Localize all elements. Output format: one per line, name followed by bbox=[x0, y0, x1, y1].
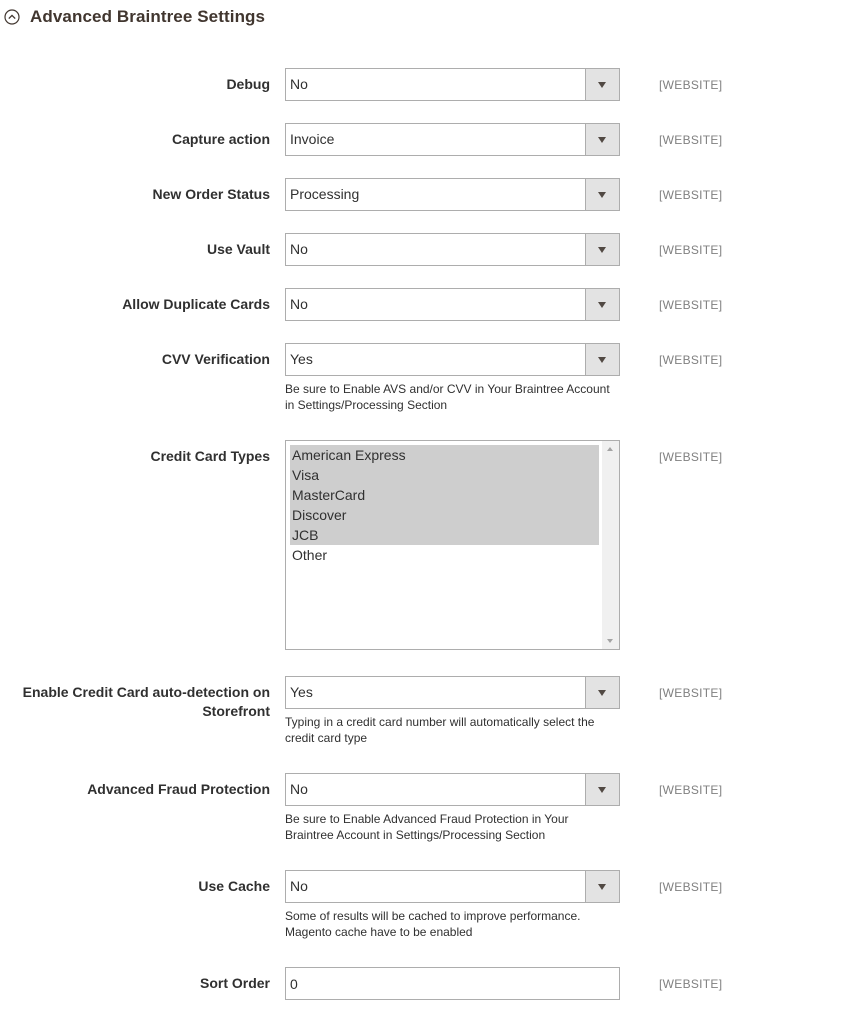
sort-order-input[interactable] bbox=[286, 968, 615, 999]
allow-duplicate-cards-scope: [WEBSITE] bbox=[659, 298, 723, 312]
new-order-status-select[interactable] bbox=[285, 178, 620, 211]
use-cache-select[interactable] bbox=[285, 870, 620, 903]
credit-card-types-multiselect[interactable] bbox=[285, 440, 620, 650]
capture-action-select[interactable] bbox=[285, 123, 620, 156]
note-line: Typing in a credit card number will automatically select the bbox=[285, 715, 595, 729]
new-order-status-scope: [WEBSITE] bbox=[659, 188, 723, 202]
note-line: Be sure to Enable AVS and/or CVV in Your Braintree Account bbox=[285, 382, 610, 396]
cvv-verification-note bbox=[285, 381, 625, 413]
fraud-protection-select[interactable] bbox=[285, 773, 620, 806]
new-order-status-label: New Order Status bbox=[152, 186, 270, 202]
use-cache-scope: [WEBSITE] bbox=[659, 880, 723, 894]
debug-scope: [WEBSITE] bbox=[659, 78, 723, 92]
capture-action-value: Invoice bbox=[290, 131, 335, 147]
option-jcb[interactable]: JCB bbox=[290, 525, 599, 545]
dropdown-arrow-icon[interactable] bbox=[585, 124, 619, 155]
label-line: Enable Credit Card auto-detection on bbox=[22, 684, 270, 700]
scroll-up-icon[interactable] bbox=[607, 447, 613, 451]
use-vault-value: No bbox=[290, 241, 308, 257]
note-line: Be sure to Enable Advanced Fraud Protection in Your bbox=[285, 812, 569, 826]
cc-autodetect-scope: [WEBSITE] bbox=[659, 686, 723, 700]
cvv-verification-scope: [WEBSITE] bbox=[659, 353, 723, 367]
sort-order-field[interactable] bbox=[285, 967, 620, 1000]
cc-autodetect-label bbox=[23, 683, 270, 721]
credit-card-types-label: Credit Card Types bbox=[150, 448, 270, 464]
multiselect-scrollbar[interactable] bbox=[602, 441, 619, 649]
dropdown-arrow-icon[interactable] bbox=[585, 774, 619, 805]
cc-autodetect-value: Yes bbox=[290, 684, 313, 700]
credit-card-types-list bbox=[290, 445, 599, 565]
credit-card-types-scope: [WEBSITE] bbox=[659, 450, 723, 464]
debug-select[interactable] bbox=[285, 68, 620, 101]
use-vault-label: Use Vault bbox=[206, 241, 270, 257]
option-visa[interactable]: Visa bbox=[290, 465, 599, 485]
cvv-verification-value: Yes bbox=[290, 351, 313, 367]
dropdown-arrow-icon[interactable] bbox=[585, 344, 619, 375]
dropdown-arrow-icon[interactable] bbox=[585, 871, 619, 902]
allow-duplicate-cards-select[interactable] bbox=[285, 288, 620, 321]
note-line: credit card type bbox=[285, 731, 368, 745]
capture-action-label: Capture action bbox=[171, 131, 270, 147]
sort-order-scope: [WEBSITE] bbox=[659, 977, 723, 991]
section-title: Advanced Braintree Settings bbox=[30, 7, 266, 26]
collapse-circle-icon[interactable] bbox=[4, 9, 20, 25]
note-line: Some of results will be cached to improve performance. bbox=[285, 909, 581, 923]
option-mastercard[interactable]: MasterCard bbox=[290, 485, 599, 505]
dropdown-arrow-icon[interactable] bbox=[585, 677, 619, 708]
note-line: Braintree Account in Settings/Processing Section bbox=[285, 828, 546, 842]
dropdown-arrow-icon[interactable] bbox=[585, 69, 619, 100]
sort-order-label: Sort Order bbox=[199, 975, 270, 991]
option-discover[interactable]: Discover bbox=[290, 505, 599, 525]
use-cache-value: No bbox=[290, 878, 308, 894]
cc-autodetect-select[interactable] bbox=[285, 676, 620, 709]
use-vault-scope: [WEBSITE] bbox=[659, 243, 723, 257]
note-line: in Settings/Processing Section bbox=[285, 398, 448, 412]
allow-duplicate-cards-label: Allow Duplicate Cards bbox=[122, 296, 270, 312]
option-american-express[interactable]: American Express bbox=[290, 445, 599, 465]
debug-label: Debug bbox=[226, 76, 270, 92]
use-vault-select[interactable] bbox=[285, 233, 620, 266]
use-cache-note bbox=[285, 908, 625, 940]
new-order-status-value: Processing bbox=[290, 186, 360, 202]
fraud-protection-label: Advanced Fraud Protection bbox=[87, 781, 270, 797]
fraud-protection-value: No bbox=[290, 781, 308, 797]
capture-action-scope: [WEBSITE] bbox=[659, 133, 723, 147]
option-other[interactable]: Other bbox=[292, 547, 328, 563]
scroll-down-icon[interactable] bbox=[607, 639, 613, 643]
dropdown-arrow-icon[interactable] bbox=[585, 179, 619, 210]
debug-value: No bbox=[290, 76, 308, 92]
note-line: Magento cache have to be enabled bbox=[285, 925, 473, 939]
section-header[interactable] bbox=[4, 4, 265, 30]
dropdown-arrow-icon[interactable] bbox=[585, 234, 619, 265]
cvv-verification-select[interactable] bbox=[285, 343, 620, 376]
cc-autodetect-note bbox=[285, 714, 625, 746]
allow-duplicate-cards-value: No bbox=[290, 296, 308, 312]
dropdown-arrow-icon[interactable] bbox=[585, 289, 619, 320]
use-cache-label: Use Cache bbox=[198, 878, 270, 894]
cvv-verification-label: CVV Verification bbox=[161, 351, 270, 367]
fraud-protection-note bbox=[285, 811, 625, 843]
fraud-protection-scope: [WEBSITE] bbox=[659, 783, 723, 797]
label-line: Storefront bbox=[202, 703, 270, 719]
